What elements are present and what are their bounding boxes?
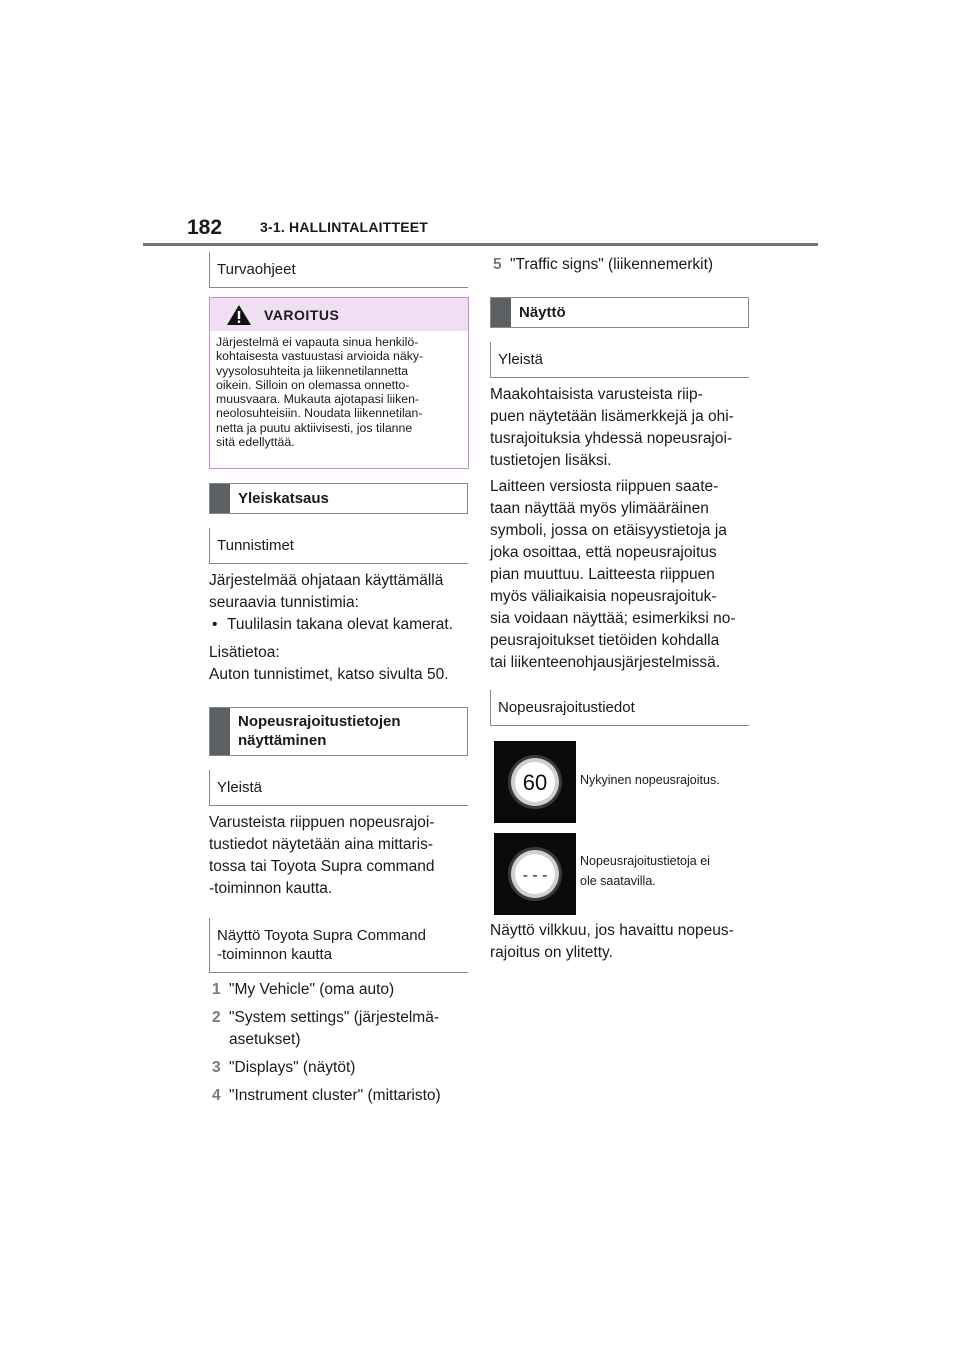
general-subhead-label: Yleistä [498,351,544,368]
page-number: 182 [187,216,223,239]
step-3 [209,1057,355,1079]
overview-section-heading [209,483,468,514]
warning-line: netta ja puutu aktiivisesti, jos tilanne [216,420,413,435]
general-line: tossa tai Toyota Supra command [209,858,435,875]
warning-line: oikein. Silloin on olemassa onnetto- [216,377,410,392]
step-text-line: "System settings" (järjestelmä- [229,1009,439,1026]
warning-line: neolosuhteisiin. Noudata liikennetilan- [216,406,423,421]
warning-text [210,331,468,449]
flash-paragraph [490,920,755,964]
speed-info-subhead [490,690,749,726]
paragraph-line: puen näytetään lisämerkkejä ja ohi- [490,408,734,425]
step-5 [490,254,713,276]
general-line: tustiedot näytetään aina mittaris- [209,836,434,853]
unavailable-caption [580,851,710,891]
version-paragraph [490,476,755,674]
section-bar [210,484,230,513]
overview-heading-label: Yleiskatsaus [238,490,329,507]
step-text: "Traffic signs" (liikennemerkit) [510,256,714,273]
caption-line: Nopeusrajoitustietoja ei [580,854,710,868]
speed-limit-sign-image [494,741,576,823]
more-info-reference: Auton tunnistimet, katso sivulta 50. [209,666,449,683]
supra-subhead-line: -toiminnon kautta [217,946,333,963]
display-section-heading [209,707,468,756]
paragraph-line: peusrajoitukset tietöiden kohdalla [490,632,720,649]
speed-limit-value: 60 [522,770,548,795]
paragraph-line: tusrajoituksia yhdessä nopeusrajoi- [490,430,733,447]
current-limit-caption: Nykyinen nopeusrajoitus. [580,773,720,787]
header-rule [143,243,818,246]
step-text-line: asetukset) [229,1031,301,1048]
no-speed-info-sign-image [494,833,576,915]
section-bar [491,298,511,327]
bullet-icon: • [212,616,218,633]
general-line: Varusteista riippuen nopeusrajoi- [209,814,435,831]
step-number: 1 [212,981,221,998]
sensors-line: Järjestelmää ohjataan käyttämällä [209,572,444,589]
step-1 [209,979,394,1001]
general-subhead [209,770,468,806]
sensors-bullet [209,614,471,636]
sensors-line: seuraavia tunnistimia: [209,594,359,611]
paragraph-line: pian muuttuu. Laitteesta riippuen [490,566,715,583]
warning-line: Järjestelmä ei vapauta sinua henkilö- [216,335,419,349]
warning-line: vyysolosuhteita ja liikennetilannetta [216,363,409,378]
display-heading-label [230,708,409,755]
sensors-text [209,570,471,686]
sensors-subhead [209,528,468,564]
speed-limit-unavailable-icon [494,833,576,915]
step-number: 4 [212,1087,221,1104]
supra-subhead-line: Näyttö Toyota Supra Command [217,927,426,944]
paragraph-line: myös väliaikaisia nopeusrajoituk- [490,588,717,605]
step-text: "Displays" (näytöt) [229,1059,356,1076]
paragraph-line: taan näyttää myös ylimääräinen [490,500,709,517]
paragraph-line: joka osoittaa, että nopeusrajoitus [490,544,717,561]
step-4 [209,1085,441,1107]
unavailable-value: - - - [522,867,548,884]
markers-paragraph [490,384,755,472]
warning-triangle-icon [226,304,252,326]
sensors-subhead-label: Tunnistimet [217,537,294,554]
display-heading-line: Nopeusrajoitustietojen [238,713,401,730]
paragraph-line: Laitteen versiosta riippuen saate- [490,478,719,495]
warning-box [209,297,469,469]
paragraph-line: Näyttö vilkkuu, jos havaittu nopeus- [490,922,734,939]
supra-command-subhead [209,918,468,973]
step-text [229,1007,439,1051]
safety-subhead-label: Turvaohjeet [217,261,296,278]
paragraph-line: rajoitus on ylitetty. [490,944,613,961]
general-subhead-label: Yleistä [217,779,263,796]
speed-info-subhead-label: Nopeusrajoitustiedot [498,699,635,716]
step-number: 5 [493,256,502,273]
warning-line: sitä edellyttää. [216,435,295,450]
step-text: "Instrument cluster" (mittaristo) [229,1087,441,1104]
caption-line: ole saatavilla. [580,874,656,888]
paragraph-line: symboli, jossa on etäisyystietoja ja [490,522,727,539]
paragraph-line: tustietojen lisäksi. [490,452,612,469]
step-number: 2 [212,1009,221,1026]
paragraph-line: Maakohtaisista varusteista riip- [490,386,703,403]
section-bar [210,708,230,755]
paragraph-line: sia voidaan näyttää; esimerkiksi no- [490,610,736,627]
chapter-title: 3-1. HALLINTALAITTEET [260,219,429,235]
paragraph-line: tai liikenteenohjausjärjestelmissä. [490,654,721,671]
general-line: -toiminnon kautta. [209,880,333,897]
warning-title: VAROITUS [264,306,340,323]
step-2 [209,1007,439,1051]
display-heading-label: Näyttö [519,304,566,321]
display-heading-line: näyttäminen [238,732,327,749]
general-subhead-right [490,342,749,378]
safety-subhead [209,252,468,288]
general-text [209,812,471,900]
step-text: "My Vehicle" (oma auto) [229,981,395,998]
display-section-heading-right [490,297,749,328]
step-number: 3 [212,1059,221,1076]
speed-limit-60-icon [494,741,576,823]
sensors-bullet-text: Tuulilasin takana olevat kamerat. [227,616,454,633]
warning-line: muusvaara. Mukauta ajotapasi liiken- [216,392,420,407]
warning-header [210,298,468,331]
warning-line: kohtaisesta vastuustasi arvioida näky- [216,349,424,364]
more-info-label: Lisätietoa: [209,644,280,661]
